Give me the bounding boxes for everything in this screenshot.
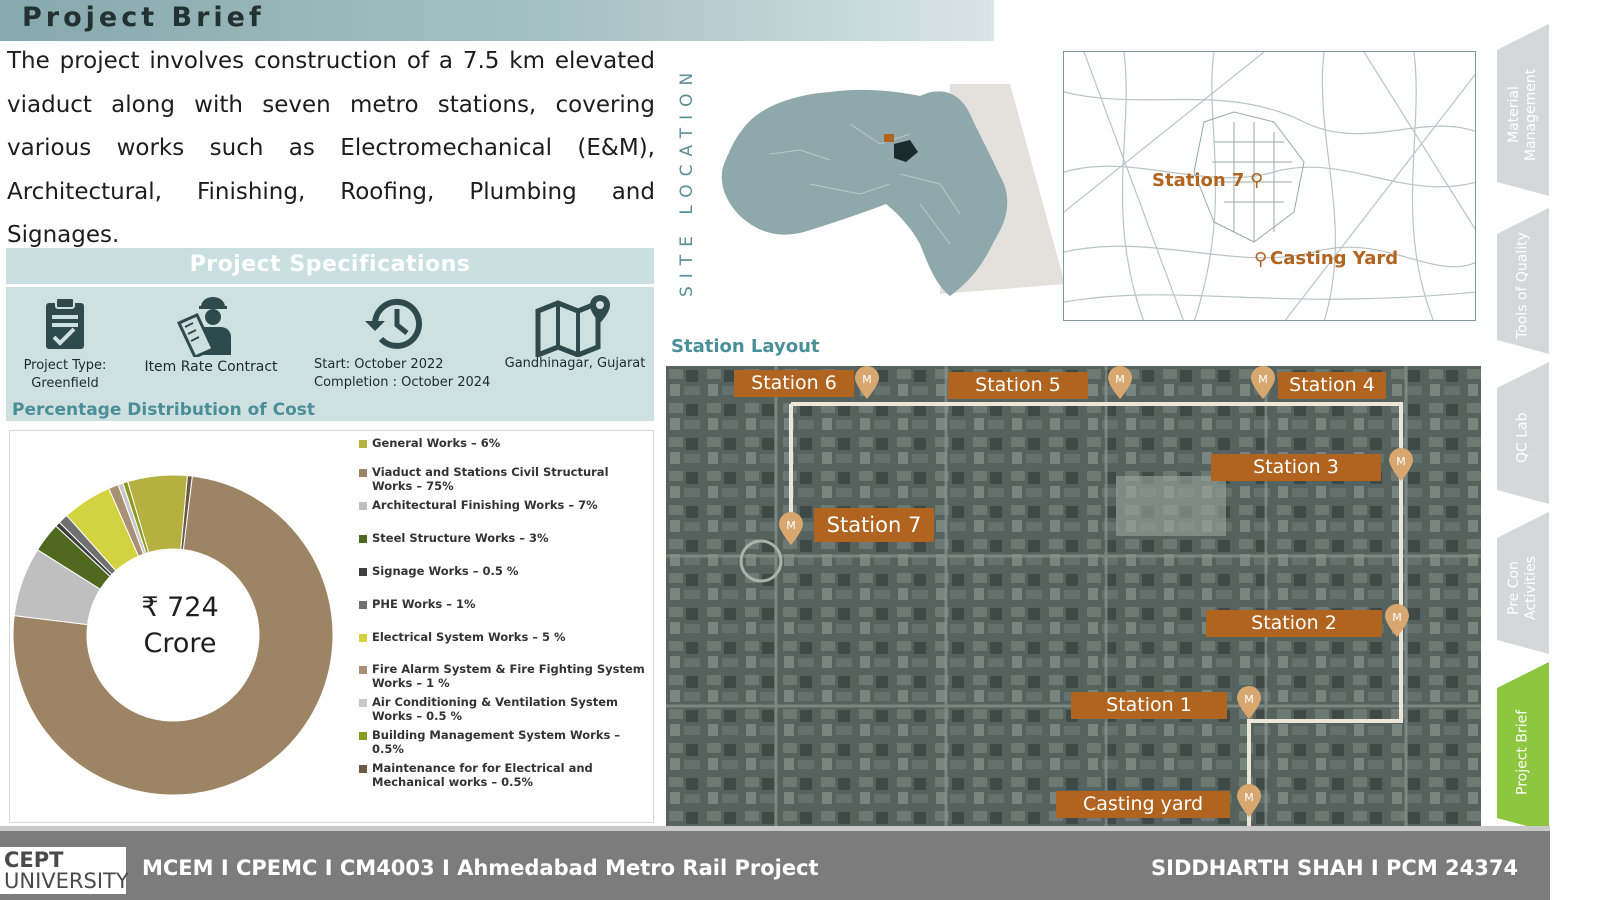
spec-location	[496, 287, 654, 421]
legend-label: Architectural Finishing Works – 7%	[372, 498, 598, 512]
station-5-label: Station 5	[948, 372, 1088, 399]
svg-text:M: M	[1244, 693, 1254, 706]
station-layout-title: Station Layout	[671, 336, 820, 357]
gujarat-map	[710, 84, 1070, 304]
legend-swatch	[359, 440, 367, 448]
logo-text-top: CEPT	[4, 848, 64, 872]
satellite-map	[666, 366, 1481, 827]
legend-label: Viaduct and Stations Civil Structural Works – 75%	[372, 465, 609, 493]
casting-yard-label: Casting yard	[1056, 791, 1230, 818]
metro-marker-icon	[1236, 784, 1262, 818]
svg-text:M: M	[786, 519, 796, 532]
inset-casting-pin-icon: ⚲	[1254, 249, 1268, 270]
satellite-texture	[666, 366, 1481, 827]
spec-start: Start: October 2022	[314, 357, 444, 372]
metro-marker-icon	[1107, 366, 1133, 400]
spec-completion: Completion : October 2024	[314, 375, 491, 390]
svg-text:M: M	[862, 373, 872, 386]
svg-text:M: M	[1115, 373, 1125, 386]
legend-swatch	[359, 568, 367, 576]
tab-project-brief[interactable]	[1497, 662, 1549, 832]
svg-text:M: M	[1396, 455, 1406, 468]
clock-history-icon	[361, 293, 431, 355]
inset-station7-pin-icon: ⚲	[1250, 170, 1264, 191]
cost-title: Percentage Distribution of Cost	[12, 400, 316, 420]
legend-label: Air Conditioning & Ventilation System Works – 0.5 %	[372, 695, 618, 723]
spec-label-location: Gandhinagar, Gujarat	[504, 356, 646, 371]
clipboard-check-icon	[34, 293, 96, 355]
engineer-plan-icon	[175, 293, 247, 357]
legend-swatch	[359, 469, 367, 477]
legend-swatch	[359, 502, 367, 510]
station-4-label: Station 4	[1278, 372, 1386, 399]
legend-label: Steel Structure Works – 3%	[372, 531, 549, 545]
inset-station7-label: Station 7	[1152, 170, 1245, 191]
station-6-label: Station 6	[734, 370, 854, 397]
metro-marker-icon	[778, 512, 804, 546]
tab-label: Tools of Quality	[1514, 232, 1531, 340]
metro-marker-icon	[1384, 604, 1410, 638]
tab-pre-con-activities[interactable]	[1497, 512, 1549, 654]
legend-label: Signage Works – 0.5 %	[372, 564, 519, 578]
station-3-label: Station 3	[1211, 454, 1381, 481]
road-network	[1064, 52, 1476, 321]
donut-center-label	[92, 590, 268, 662]
svg-text:M: M	[1392, 611, 1402, 624]
svg-text:M: M	[1244, 791, 1254, 804]
footer-course: MCEM I CPEMC I CM4003 I Ahmedabad Metro Rail Project	[142, 856, 819, 880]
map-pin-icon	[534, 293, 616, 357]
legend-label: Building Management System Works – 0.5%	[372, 728, 621, 756]
total-amount: ₹ 724	[141, 592, 219, 623]
legend-swatch	[359, 535, 367, 543]
legend-swatch	[359, 765, 367, 773]
legend-label: Maintenance for for Electrical and Mechanical works – 0.5%	[372, 761, 593, 789]
tab-qc-lab[interactable]	[1497, 362, 1549, 504]
spec-label-contract: Item Rate Contract	[144, 359, 278, 375]
right-gutter	[1550, 0, 1600, 900]
legend-swatch	[359, 666, 367, 674]
inset-casting-label: Casting Yard	[1270, 248, 1399, 269]
legend-label: Electrical System Works – 5 %	[372, 630, 566, 644]
station-1-label: Station 1	[1071, 692, 1227, 719]
footer-author: SIDDHARTH SHAH I PCM 24374	[1151, 856, 1519, 880]
legend-swatch	[359, 634, 367, 642]
station-2-label: Station 2	[1206, 610, 1382, 637]
tab-tools-of-quality[interactable]	[1497, 208, 1549, 354]
legend-swatch	[359, 732, 367, 740]
legend-label: General Works – 6%	[372, 436, 501, 450]
tab-label: Project Brief	[1514, 709, 1531, 795]
legend-swatch	[359, 699, 367, 707]
tab-label: Material Management	[1506, 68, 1539, 162]
spec-label-2: Greenfield	[31, 376, 99, 391]
metro-marker-icon	[854, 366, 880, 400]
logo-text-bottom: UNIVERSITY	[4, 869, 129, 893]
legend-label: Fire Alarm System & Fire Fighting System Works – 1 %	[372, 662, 645, 690]
tab-label: Pre Con Activities	[1506, 556, 1539, 620]
metro-marker-icon	[1250, 366, 1276, 400]
total-unit: Crore	[143, 628, 217, 659]
page-title: Project Brief	[22, 2, 265, 33]
legend-swatch	[359, 601, 367, 609]
spec-label-1: Project Type:	[23, 358, 107, 373]
specs-title: Project Specifications	[189, 252, 471, 277]
legend-label: PHE Works – 1%	[372, 597, 476, 611]
metro-marker-icon	[1388, 448, 1414, 482]
station-7-label: Station 7	[814, 508, 934, 542]
site-inset-map	[1063, 51, 1476, 321]
metro-marker-icon	[1236, 686, 1262, 720]
intro-paragraph: The project involves construction of a 7.5 km elevated viaduct along with seven metro stations, covering various works such as Electromechanical (E&M), Architectural, Finishing, Roofing, Plumbing and Signages.	[7, 48, 655, 248]
tab-label: QC Lab	[1514, 412, 1531, 464]
spec-dates	[306, 287, 491, 421]
site-location-label: SITE LOCATION	[677, 64, 697, 298]
tab-material-management[interactable]	[1497, 24, 1549, 196]
svg-text:M: M	[1258, 373, 1268, 386]
